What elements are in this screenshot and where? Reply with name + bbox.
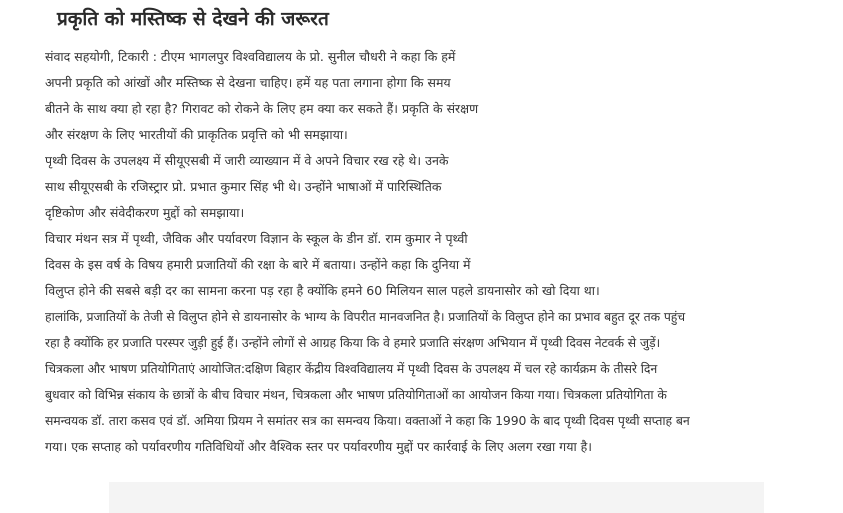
- article-line: गया। एक सप्ताह को पर्यावरणीय गतिविधियों और वैश्विक स्तर पर पर्यावरणीय मुद्दों पर कार्रवाई के लिए अलग रखा गया है।: [45, 439, 593, 454]
- article-line: अपनी प्रकृति को आंखों और मस्तिष्क से देखना चाहिए। हमें यह पता लगाना होगा कि समय: [45, 75, 451, 90]
- article-line: बीतने के साथ क्या हो रहा है? गिरावट को रोकने के लिए हम क्या कर सकते हैं। प्रकृति के संरक्षण: [45, 101, 479, 116]
- article-line: पृथ्वी दिवस के उपलक्ष्य में सीयूएसबी में जारी व्याख्यान में वे अपने विचार रख रहे थे। उनके: [45, 153, 449, 168]
- article-line: हालांकि, प्रजातियों के तेजी से विलुप्त होने से डायनासोर के भाग्य के विपरीत मानवजनित है। प्रजातियों के विलुप्त होने का प्रभाव बहुत दूर तक पहुंच: [45, 309, 686, 324]
- bottom-gray-band: [109, 482, 764, 513]
- article-line: दिवस के इस वर्ष के विषय हमारी प्रजातियों की रक्षा के बारे में बताया। उन्होंने कहा कि दुनिया में: [45, 257, 471, 272]
- article-line: विलुप्त होने की सबसे बड़ी दर का सामना करना पड़ रहा है क्योंकि हमने 60 मिलियन साल पहले डायनासोर को खो दिया था।: [45, 283, 600, 298]
- article-line: रहा है क्योंकि हर प्रजाति परस्पर जुड़ी हुई हैं। उन्होंने लोगों से आग्रह किया कि वे हमारे प्रजाति संरक्षण अभियान में पृथ्वी दिवस नेटवर्क से जुड़ें।: [45, 335, 661, 350]
- article-line: साथ सीयूएसबी के रजिस्ट्रार प्रो. प्रभात कुमार सिंह भी थे। उन्होंने भाषाओं में पारिस्थितिक: [45, 179, 442, 194]
- article-line: दृष्टिकोण और संवेदीकरण मुद्दों को समझाया।: [45, 205, 245, 220]
- article-line: समन्वयक डॉ. तारा कसव एवं डॉ. अमिया प्रियम ने समांतर सत्र का समन्वय किया। वक्ताओं ने कहा कि 1990 के बाद पृथ्वी दिवस पृथ्वी सप्ताह बन: [45, 413, 690, 428]
- article-line: चित्रकला और भाषण प्रतियोगिताएं आयोजित:दक्षिण बिहार केंद्रीय विश्वविद्यालय में पृथ्वी दिवस के उपलक्ष्य में चल रहे कार्यक्रम के तीसरे दिन: [45, 361, 658, 376]
- article-headline: प्रकृति को मस्तिष्क से देखने की जरूरत: [57, 8, 329, 30]
- article-line: बुधवार को विभिन्न संकाय के छात्रों के बीच विचार मंथन, चित्रकला और भाषण प्रतियोगिताओं का आयोजन किया गया। चित्रकला प्रतियोगिता के: [45, 387, 667, 402]
- article-line: और संरक्षण के लिए भारतीयों की प्राकृतिक प्रवृत्ति को भी समझाया।: [45, 127, 348, 142]
- article-body: [45, 44, 835, 460]
- article-line: संवाद सहयोगी, टिकारी : टीएम भागलपुर विश्वविद्यालय के प्रो. सुनील चौधरी ने कहा कि हमें: [45, 49, 456, 64]
- article-line: विचार मंथन सत्र में पृथ्वी, जैविक और पर्यावरण विज्ञान के स्कूल के डीन डॉ. राम कुमार ने पृथ्वी: [45, 231, 468, 246]
